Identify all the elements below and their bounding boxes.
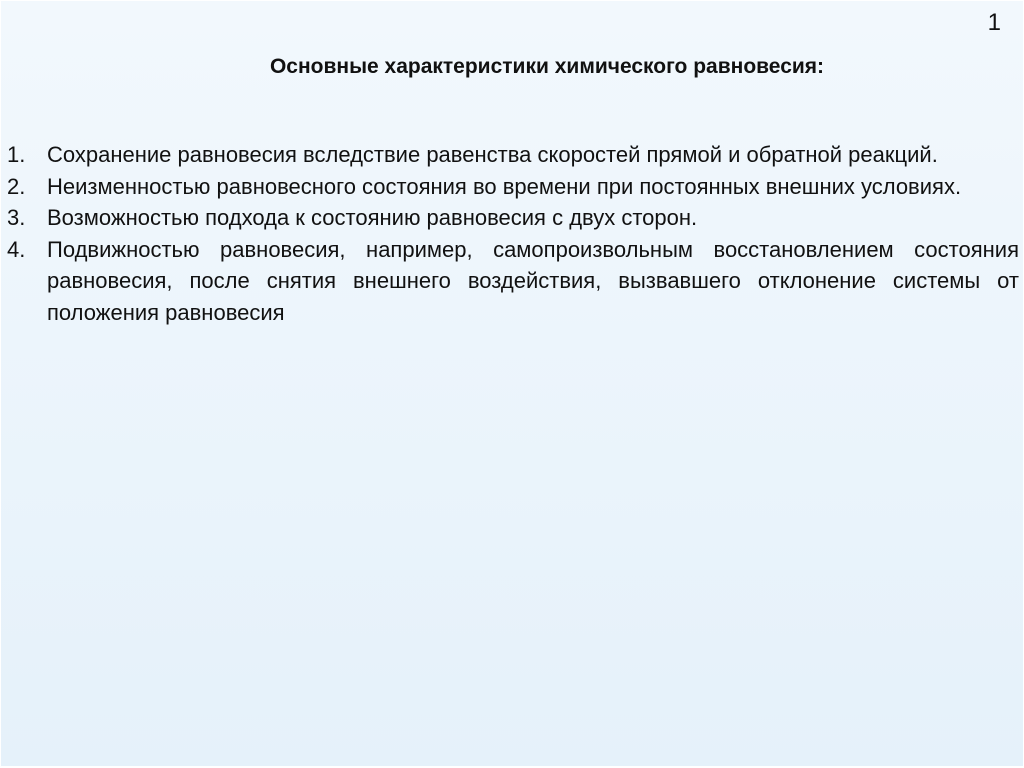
slide-title: Основные характеристики химического равновесия:	[269, 55, 825, 78]
list-item	[7, 234, 1019, 329]
list-item	[7, 139, 1019, 171]
list-item	[7, 202, 1019, 234]
characteristics-list	[7, 139, 1019, 328]
page-number: 1	[987, 9, 1001, 36]
list-item-text: Неизменностью равновесного состояния во времени при постоянных внешних условиях.	[47, 173, 962, 199]
list-item-text: Подвижностью равновесия, например, самопроизвольным восстановлением состояния равновесия, после снятия внешнего воздействия, вызвавшего отклонение системы от положения равновесия	[47, 236, 1019, 325]
list-item-number: 3.	[7, 205, 26, 230]
list-item-number: 1.	[7, 142, 26, 167]
slide	[1, 1, 1023, 766]
list-item-number: 2.	[7, 173, 26, 199]
list-item-number: 4.	[7, 236, 26, 262]
list-item	[7, 171, 1019, 203]
list-item-text: Возможностью подхода к состоянию равновесия с двух сторон.	[47, 205, 698, 230]
list-item-text: Сохранение равновесия вследствие равенства скоростей прямой и обратной реакций.	[47, 142, 938, 167]
